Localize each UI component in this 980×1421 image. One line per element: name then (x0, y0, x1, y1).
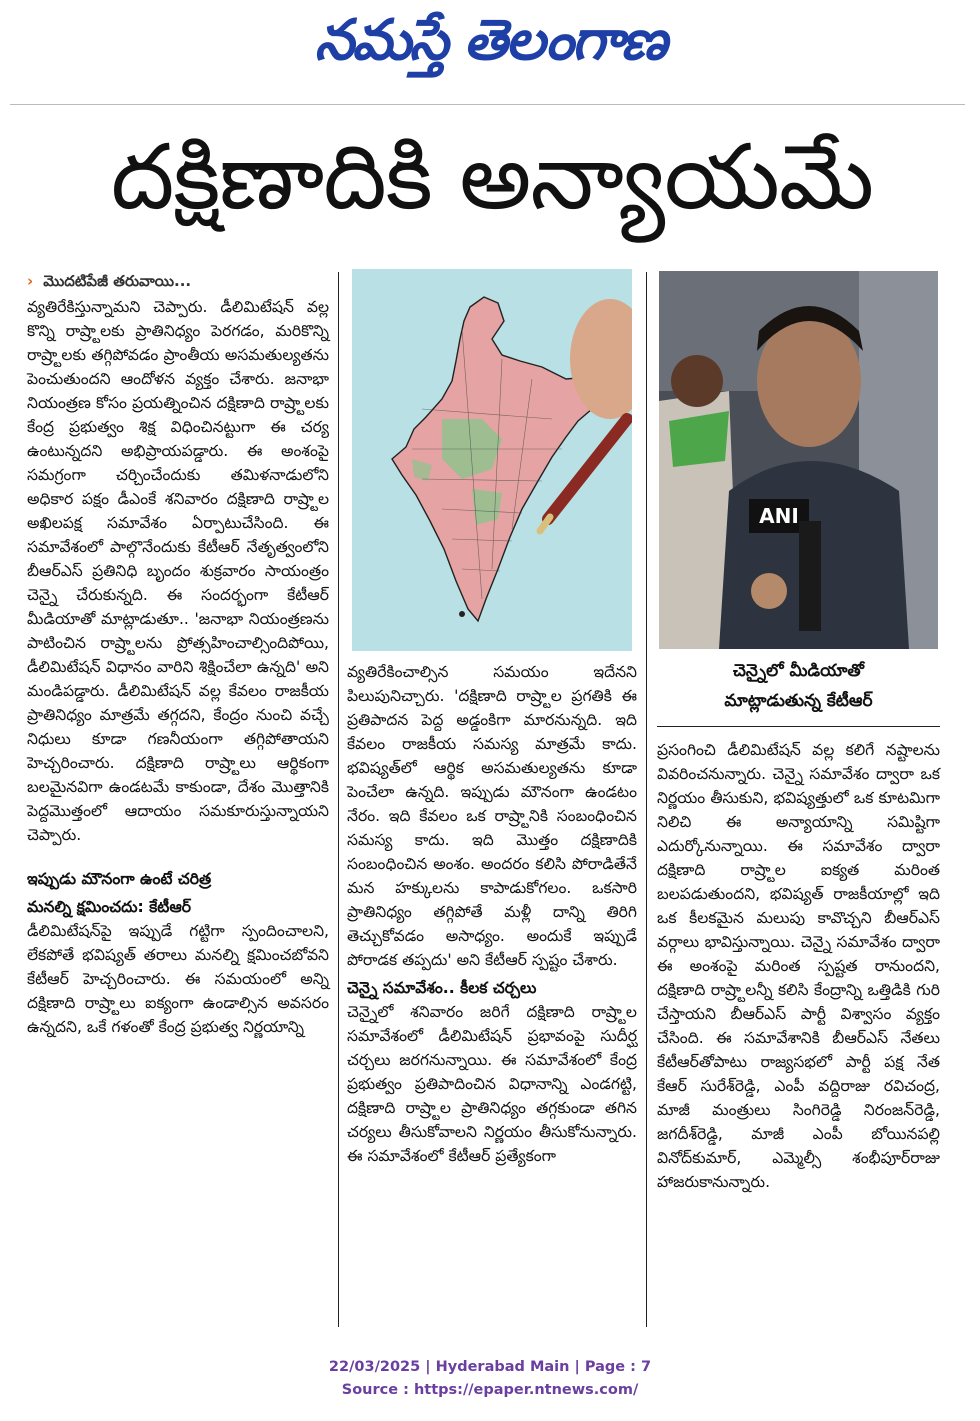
headline: దక్షిణాదికి అన్యాయమే (110, 125, 874, 230)
india-map-graphic (352, 269, 632, 651)
article-column-3 (657, 738, 940, 1194)
subheading: చెన్నై సమావేశం.. కీలక చర్చలు (347, 979, 537, 997)
column-divider (338, 272, 339, 1327)
column-divider (646, 272, 647, 1327)
paragraph: డీలిమిటేషన్‌పై ఇప్పుడే గట్టిగా స్పందించాలని, లేకపోతే భవిష్యత్ తరాలు మనల్ని క్షమించబోవని కేటీఆర్ హెచ్చరించారు. ఈ సమయంలో అన్ని దక్షిణాది రాష్ర్టాలు ఐక్యంగా ఉండాల్సిన అవసరం ఉన్నదని, ఒకే గళంతో కేంద్ర ప్రభుత్వ నిర్ణయాన్ని (27, 922, 329, 1036)
paragraph: చెన్నైలో శనివారం జరిగే దక్షిణాది రాష్ర్టాల సమావేశంలో డీలిమిటేషన్ ప్రభావంపై సుదీర్ఘ చర్చలు జరగనున్నాయి. ఈ సమావేశంలో కేంద్ర ప్రభుత్వం ప్రతిపాదించిన విధానాన్ని ఎండగట్టి, దక్షిణాది రాష్ర్టాల ప్రాతినిధ్యం తగ్గకుండా తగిన చర్యలు తీసుకోవాలని నిర్ణయం తీసుకోనున్నారు. ఈ సమావేశంలో కేటీఆర్ ప్రత్యేకంగా (347, 1003, 637, 1165)
india-map-illustration (352, 269, 632, 651)
article-column-2 (347, 660, 637, 1168)
article-column-1 (27, 269, 329, 1039)
footer-date-edition: 22/03/2025 | Hyderabad Main | Page : 7 (328, 1359, 652, 1375)
paragraph: ప్రసంగించి డీలిమిటేషన్ వల్ల కలిగే నష్టాలను వివరించనున్నారు. చెన్నై సమావేశం ద్వారా ఒక నిర్ణయం తీసుకుని, భవిష్యత్తులో ఒక కూటమిగా నిలిచి ఈ అన్యాయాన్ని సమిష్టిగా ఎదుర్కోనున్నాయి. ఈ సమావేశం ద్వారా దక్షిణాది రాష్ర్టాల ఐక్యత మరింత బలపడుతుందని, భవిష్యత్ రాజకీయాల్లో ఇది ఒక కీలకమైన మలుపు కావొచ్చని బీఆర్ఎస్ వర్గాలు భావిస్తున్నాయి. చెన్నై సమావేశం ద్వారా ఈ అంశంపై మరింత స్పష్టత రానుందని, దక్షిణాది రాష్ర్టాలన్నీ కలిసి కేంద్రాన్ని ఒత్తిడికి గురి చేస్తాయని బీఆర్ఎస్ పార్టీ విశ్వాసం వ్యక్తం చేసింది. ఈ సమావేశానికి బీఆర్ఎస్ నేతలు కేటీఆర్‌తోపాటు రాజ్యసభలో పార్టీ పక్ష నేత కేఆర్ సురేశ్‌రెడ్డి, ఎంపీ వద్దిరాజు రవిచంద్ర, మాజీ మంత్రులు సింగిరెడ్డి నిరంజన్‌రెడ్డి, జగదీశ్‌రెడ్డి, మాజీ ఎంపీ బోయినపల్లి వినోద్‌కుమార్, ఎమ్మెల్సీ శంభీపూర్‌రాజు హాజరుకానున్నారు. (657, 741, 940, 1191)
chevron-right-icon: › (27, 272, 34, 290)
photo-caption: చెన్నైలో మీడియాతో మాట్లాడుతున్న కేటీఆర్ (724, 661, 873, 711)
paragraph: వ్యతిరేకించాల్సిన సమయం ఇదేనని పిలుపునిచ్చారు. 'దక్షిణాది రాష్ర్టాల ప్రగతికి ఈ ప్రతిపాదన పెద్ద అడ్డంకిగా మారనున్నది. ఇది కేవలం రాజకీయ సమస్య మాత్రమే కాదు. భవిష్యత్‌లో ఆర్థిక అసమతుల్యతను కూడా పెంచేలా ఉన్నది. ఇప్పుడు మౌనంగా ఉండటం నేరం. ఇది కేవలం ఒక రాష్ర్టానికి సంబంధించిన సమస్య కాదు. ఇది మొత్తం దక్షిణాదికి సంబంధించిన అంశం. అందరం కలిసి పోరాడితేనే మన హక్కులను కాపాడుకోగలం. ఒకసారి ప్రాతినిధ్యం తగ్గిపోతే మళ్లీ దాన్ని తిరిగి తెచ్చుకోవడం అసాధ్యం. అందుకే ఇప్పుడే పోరాడక తప్పదు' అని కేటీఆర్ స్పష్టం చేశారు. (347, 663, 637, 969)
caption-divider (657, 726, 940, 727)
masthead: నమస్తే తెలంగాణ (314, 8, 666, 73)
photo-graphic (659, 271, 938, 649)
ktr-media-photo (659, 271, 938, 649)
paragraph: వ్యతిరేకిస్తున్నామని చెప్పారు. డీలిమిటేషన్ వల్ల కొన్ని రాష్ర్టాలకు ప్రాతినిధ్యం పెరగడం, మరికొన్ని రాష్ర్టాలకు తగ్గిపోవడం ప్రాంతీయ అసమతుల్యతను పెంచుతుందని ఆందోళన వ్యక్తం చేశారు. జనాభా నియంత్రణ కోసం ప్రయత్నించిన దక్షిణాది రాష్ర్టాలకు కేంద్ర ప్రభుత్వం శిక్ష విధించినట్టుగా ఈ చర్య ఉంటున్నదని అభిప్రాయపడ్డారు. ఈ అంశంపై సమగ్రంగా చర్చించేందుకు తమిళనాడులోని అధికార పక్షం డీఎంకే శనివారం దక్షిణాది రాష్ర్టాల అఖిలపక్ష సమావేశం ఏర్పాటుచేసింది. ఈ సమావేశంలో పాల్గొనేందుకు కేటీఆర్ నేతృత్వంలోని బీఆర్ఎస్ ప్రతినిధి బృందం శుక్రవారం సాయంత్రం చెన్నై చేరుకున్నది. ఈ సందర్భంగా కేటీఆర్ మీడియాతో మాట్లాడుతూ.. 'జనాభా నియంత్రణను పాటించిన రాష్ర్టాలను ప్రోత్సహించాల్సిందిపోయి, డీలిమిటేషన్ విధానం వారిని శిక్షించేలా ఉన్నది' అని మండిపడ్డారు. డీలిమిటేషన్ వల్ల కేవలం రాజకీయ ప్రాతినిధ్యం మాత్రమే తగ్గదని, కేంద్రం నుంచి వచ్చే నిధులు కూడా గణనీయంగా తగ్గిపోతాయని హెచ్చరించారు. దక్షిణాది రాష్ర్టాలు ఆర్థికంగా బలమైనవిగా ఉండటమే కాకుండా, దేశం మొత్తానికి పెద్దమొత్తంలో ఆదాయం సమకూరుస్తున్నాయని చెప్పారు. (27, 298, 329, 844)
footer-source: Source : https://epaper.ntnews.com/ (341, 1382, 639, 1398)
subheading: ఇప్పుడు మౌనంగా ఉంటే చరిత్ర (27, 870, 212, 888)
ani-mic-label: ANI (759, 504, 799, 528)
subheading: మనల్ని క్షమించదు: కేటీఆర్ (27, 898, 192, 916)
continuation-label: › మొదటిపేజీ తరువాయి... (27, 272, 192, 290)
